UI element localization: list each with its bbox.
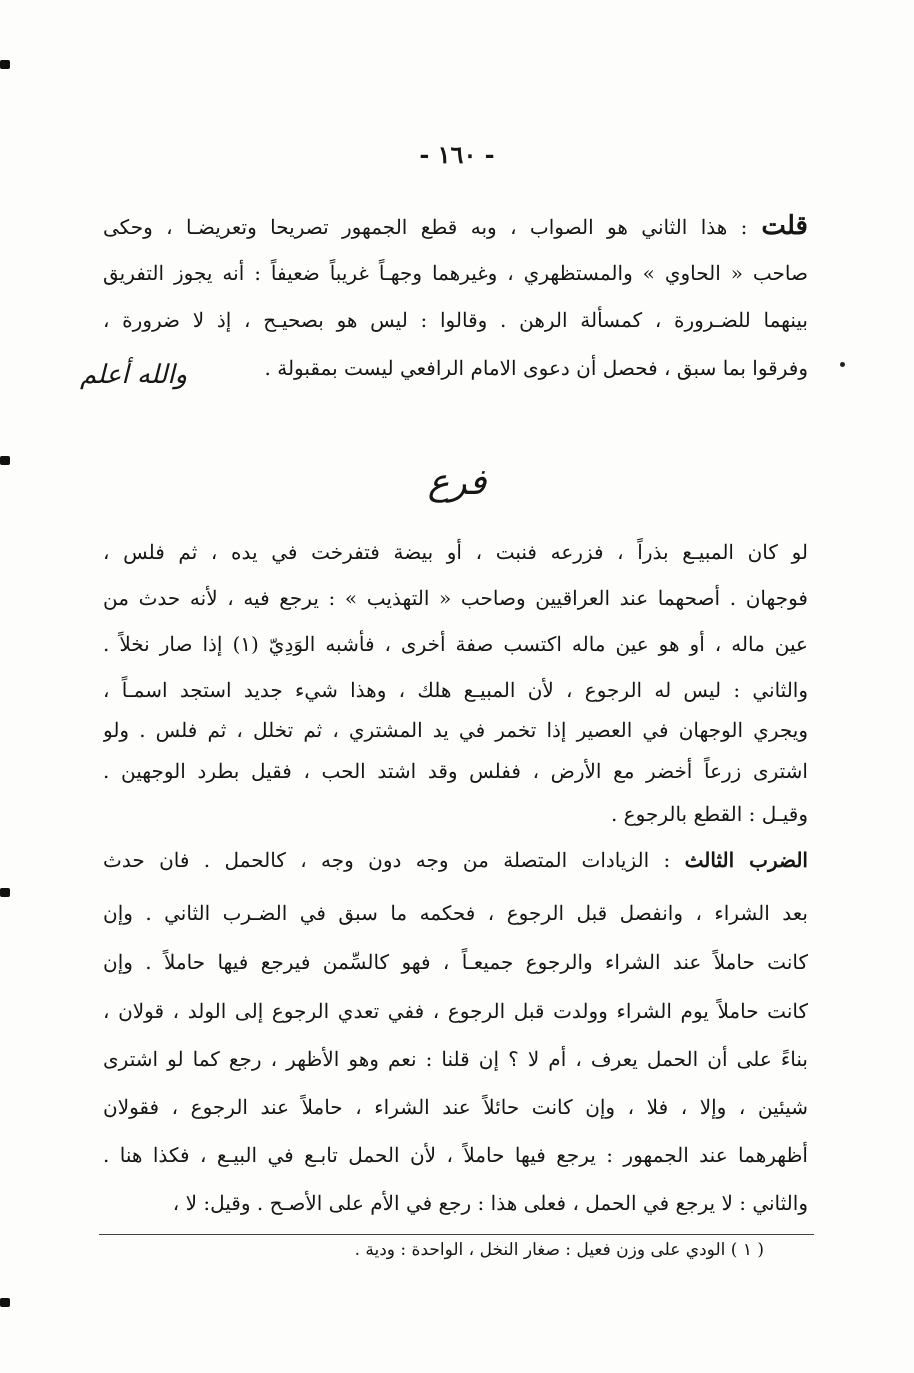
- paragraph-lead: الضرب الثالث: [684, 848, 808, 872]
- text-line: لو كان المبيـع بذراً ، فزرعه فنبت ، أو بيضة فتفرخت في يده ، ثم فلس ،: [103, 540, 808, 564]
- text-line: قلت: هذا الثاني هو الصواب ، وبه قطع الجمهور تصريحا وتعريضـا ، وحكى: [103, 211, 808, 241]
- text-line: بعد الشراء ، وانفصل قبل الرجوع ، فحكمه ما سبق في الضـرب الثاني . وإن: [103, 901, 808, 925]
- text-line: الضرب الثالث : الزيادات المتصلة من وجه دون وجه ، كالحمل . فان حدث: [103, 848, 808, 872]
- text-line: والثاني : ليس له الرجوع ، لأن المبيـع هلك ، وهذا شيء جديد استجد اسمـاً ،: [103, 678, 808, 702]
- section-heading: فرع: [427, 462, 487, 503]
- paragraph-lead: قلت: [761, 211, 808, 241]
- binding-mark: [0, 60, 10, 69]
- text-line: فوجهان . أصحهما عند العراقيين وصاحب « التهذيب » : يرجع فيه ، لأنه حدث من: [103, 586, 808, 610]
- binding-mark: [0, 888, 10, 897]
- footnote: ( ١ ) الودي على وزن فعيل : صغار النخل ، الواحدة : ودية .: [354, 1240, 764, 1260]
- text-line: عين ماله ، أو هو عين ماله اكتسب صفة أخرى ، فأشبه الوَدِيّ (١) إذا صار نخلاً .: [103, 632, 808, 656]
- text-line: صاحب « الحاوي » والمستظهري ، وغيرهما وجهـاً غريباً ضعيفاً : أنه يجوز التفريق: [103, 261, 808, 285]
- text-line: شيئين ، وإلا ، فلا ، وإن كانت حائلاً عند الشراء ، حاملاً عند الرجوع ، فقولان: [103, 1095, 808, 1119]
- binding-mark: [0, 1298, 10, 1307]
- text-line: أظهرهما عند الجمهور : يرجع فيها حاملاً ، لأن الحمل تابـع في البيـع ، فكذا هنا .: [103, 1143, 808, 1167]
- text-line: اشترى زرعاً أخضر مع الأرض ، ففلس وقد اشتد الحب ، فقيل بطرد الوجهين .: [103, 759, 808, 783]
- footnote-divider: [99, 1234, 814, 1235]
- closing-phrase: والله أعلم: [80, 360, 188, 390]
- text-line: كانت حاملاً عند الشراء والرجوع جميعـاً ، فهو كالسِّمن فيرجع فيها حاملاً . وإن: [103, 950, 808, 974]
- text-line: كانت حاملاً يوم الشراء وولدت قبل الرجوع ، ففي تعدي الرجوع إلى الولد ، قولان ،: [103, 999, 808, 1023]
- text-line: بناءً على أن الحمل يعرف ، أم لا ؟ إن قلنا : نعم وهو الأظهر ، رجع كما لو اشترى: [103, 1047, 808, 1071]
- binding-mark: [0, 456, 10, 465]
- text-line: والثاني : لا يرجع في الحمل ، فعلى هذا : رجع في الأم على الأصـح . وقيل: لا ،: [172, 1191, 808, 1215]
- page-number: - ١٦٠ -: [419, 140, 495, 169]
- margin-dot: [840, 362, 845, 367]
- text-line: ويجري الوجهان في العصير إذا تخمر في يد المشتري ، ثم تخلل ، ثم فلس . ولو: [103, 718, 808, 742]
- text-line: بينهما للضـرورة ، كمسألة الرهن . وقالوا : ليس هو بصحيـح ، إذ لا ضرورة ،: [103, 308, 808, 332]
- text-line: وقيـل : القطع بالرجوع .: [610, 802, 808, 826]
- text-line: وفرقوا بما سبق ، فحصل أن دعوى الامام الرافعي ليست بمقبولة .: [264, 356, 808, 380]
